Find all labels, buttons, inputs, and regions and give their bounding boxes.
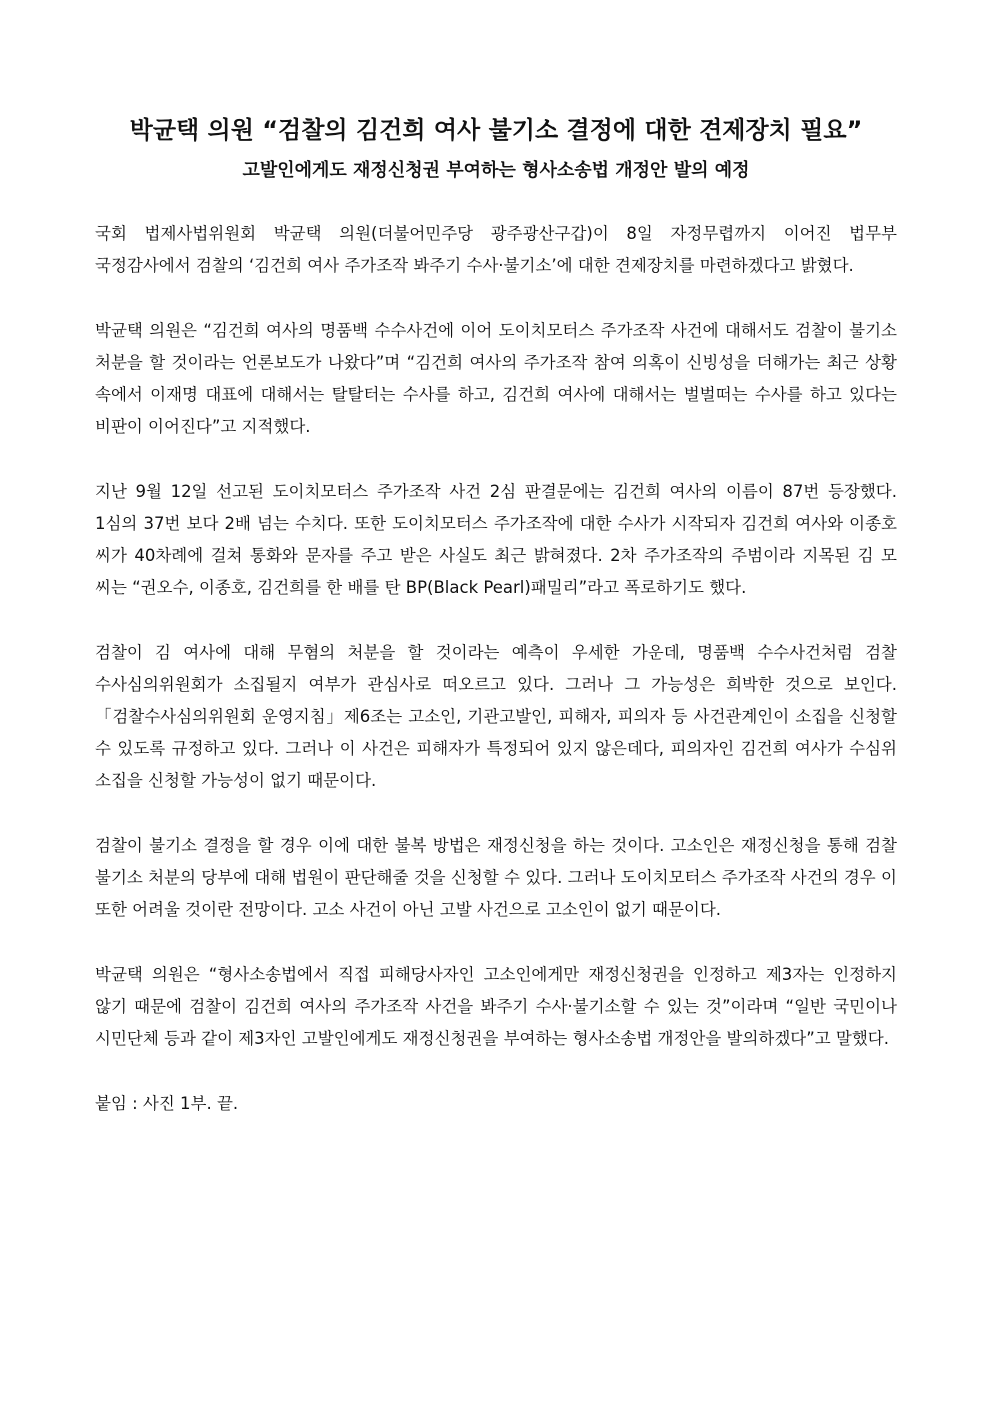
paragraph-review-committee: 검찰이 김 여사에 대해 무혐의 처분을 할 것이라는 예측이 우세한 가운데, 명품백 수수사건처럼 검찰 수사심의위원회가 소집될지 여부가 관심사로 떠오르고 있다. 그러나 그 가능성은 희박한 것으로 보인다.「검찰수사심의위원회 운영지침」제6조는 고소인, 기관고발인, 피해자, 피의자 등 사건관계인이 소집을 신청할 수 있도록 규정하고 있다. 그러나 이 사건은 피해자가 특정되어 있지 않은데다, 피의자인 김건희 여사가 수심위 소집을 신청할 가능성이 없기 때문이다.: [95, 643, 897, 790]
document-title: 박균택 의원 “검찰의 김건희 여사 불기소 결정에 대한 견제장치 필요”: [129, 116, 863, 144]
document-subtitle: 고발인에게도 재정신청권 부여하는 형사소송법 개정안 발의 예정: [242, 160, 750, 181]
paragraph-ruling-facts: 지난 9월 12일 선고된 도이치모터스 주가조작 사건 2심 판결문에는 김건희 여사의 이름이 87번 등장했다. 1심의 37번 보다 2배 넘는 수치다. 또한 도이치모터스 주가조작에 대한 수사가 시작되자 김건희 여사와 이종호 씨가 40차례에 걸쳐 통화와 문자를 주고 받은 사실도 최근 밝혀졌다. 2차 주가조작의 주범이라 지목된 김 모 씨는 “권오수, 이종호, 김건희를 한 배를 탄 BP(Black Pearl)패밀리”라고 폭로하기도 했다.: [95, 482, 897, 597]
paragraph-intro: 국회 법제사법위원회 박균택 의원(더불어민주당 광주광산구갑)이 8일 자정무렵까지 이어진 법무부 국정감사에서 검찰의 ‘김건희 여사 주가조작 봐주기 수사·불기소’에 대한 견제장치를 마련하겠다고 밝혔다.: [95, 224, 897, 275]
paragraph-quote-criticism: 박균택 의원은 “김건희 여사의 명품백 수수사건에 이어 도이치모터스 주가조작 사건에 대해서도 검찰이 불기소 처분을 할 것이라는 언론보도가 나왔다”며 “김건희 여사의 주가조작 참여 의혹이 신빙성을 더해가는 최근 상황 속에서 이재명 대표에 대해서는 탈탈터는 수사를 하고, 김건희 여사에 대해서는 벌벌떠는 수사를 하고 있다는 비판이 이어진다”고 지적했다.: [95, 321, 897, 436]
attachment-note: 붙임 : 사진 1부. 끝.: [95, 1094, 239, 1113]
paragraph-amendment-plan: 박균택 의원은 “형사소송법에서 직접 피해당사자인 고소인에게만 재정신청권을 인정하고 제3자는 인정하지 않기 때문에 검찰이 김건희 여사의 주가조작 사건을 봐주기 수사·불기소할 수 있는 것”이라며 “일반 국민이나 시민단체 등과 같이 제3자인 고발인에게도 재정신청권을 부여하는 형사소송법 개정안을 발의하겠다”고 말했다.: [95, 965, 897, 1048]
paragraph-appeal-method: 검찰이 불기소 결정을 할 경우 이에 대한 불복 방법은 재정신청을 하는 것이다. 고소인은 재정신청을 통해 검찰 불기소 처분의 당부에 대해 법원이 판단해줄 것을 신청할 수 있다. 그러나 도이치모터스 주가조작 사건의 경우 이 또한 어려울 것이란 전망이다. 고소 사건이 아닌 고발 사건으로 고소인이 없기 때문이다.: [95, 836, 897, 919]
document-body: [95, 218, 897, 1120]
